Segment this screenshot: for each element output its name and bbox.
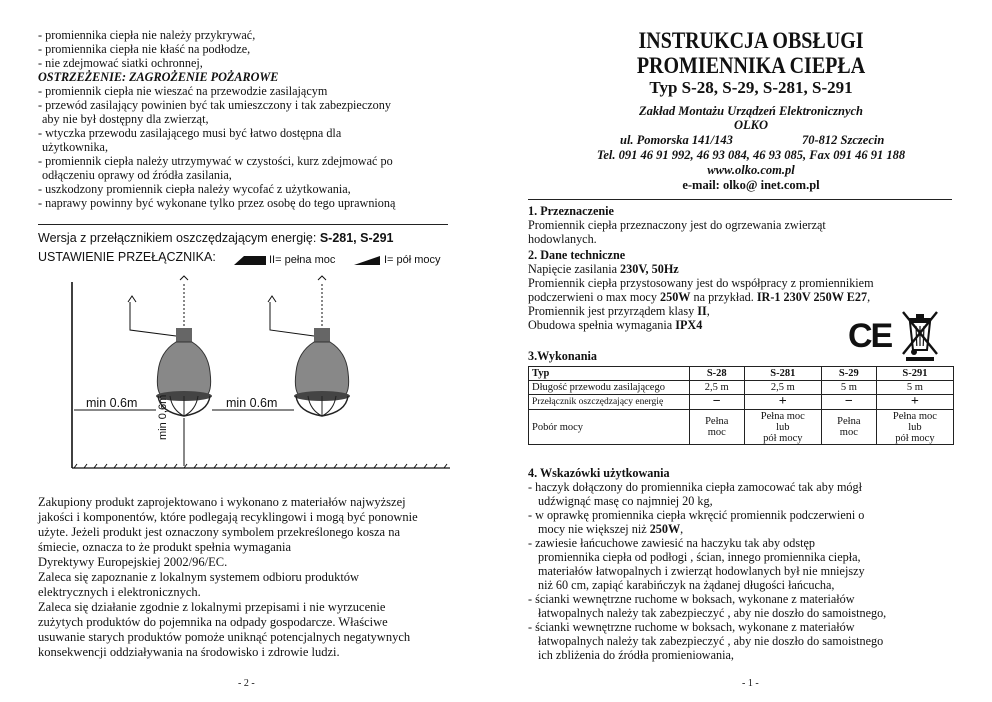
switch-half-power-icon (352, 252, 382, 266)
distance-label-between: min 0.6m (226, 396, 278, 410)
text-line: Promiennik ciepła przystosowany jest do współpracy z promiennikiem (528, 276, 874, 290)
mounting-diagram (60, 272, 460, 482)
text-line: Zakupiony produkt zaprojektowano i wykonano z materiałów najwyższej (38, 495, 406, 509)
table-header: S-29 (821, 367, 876, 381)
text-line: użytkownika, (42, 140, 109, 154)
table-header: S-28 (689, 367, 744, 381)
table-row (529, 395, 954, 410)
switch-half-power-text: I= pół mocy (384, 254, 441, 266)
text-line: użyte. Jeżeli produkt jest oznaczony symbolem przekreślonego kosza na (38, 525, 401, 539)
text-span: podczerwieni o max mocy (528, 290, 660, 304)
page-number-right: - 1 - (742, 678, 759, 689)
table-cell (689, 410, 744, 445)
text-line: promiennika ciepła od podłogi , ścian, innego promiennika ciepła, (538, 550, 861, 564)
text-span: mocy nie większej niż (538, 522, 650, 536)
cell-line: pół mocy (895, 432, 935, 444)
crossed-bin-icon (900, 308, 940, 362)
text-line: łatwopalnych należy tak zabezpieczyć , aby nie doszło do samoistnego, (538, 606, 887, 620)
text-line: - promiennika ciepła nie kłaść na podłodze, (38, 42, 251, 56)
text-line: - promiennika ciepła nie należy przykrywać, (38, 28, 256, 42)
cell-line: lub (776, 421, 790, 433)
bulb-model: IR-1 230V 250W E27 (756, 290, 868, 304)
section-heading: 4. Wskazówki użytkowania (528, 466, 670, 480)
text-line: - ścianki wewnętrzne ruchome w boksach, wykonane z materiałów (528, 620, 855, 634)
text-line: - nie zdejmować siatki ochronnej, (38, 56, 203, 70)
text-line: Dyrektywy Europejskiej 2002/96/EC. (38, 555, 228, 569)
address: ul. Pomorska 141/143 (620, 133, 733, 147)
section-3-heading: 3.Wykonania (528, 349, 597, 363)
section-heading: 2. Dane techniczne (528, 248, 626, 262)
text-line: hodowlanych. (528, 232, 597, 246)
floor-hatch (72, 464, 450, 468)
text-line: udźwignąć masę co najmniej 20 kg, (538, 494, 713, 508)
table-cell: Pobór mocy (529, 410, 690, 445)
text-span: , (680, 522, 684, 536)
table-cell (876, 410, 953, 445)
table-cell: + (744, 395, 821, 410)
text-span: , (706, 304, 710, 318)
cell-line: Pełna (705, 416, 729, 427)
cell-line: Pełna (837, 416, 861, 427)
table-header: S-281 (744, 367, 821, 381)
text-line: usuwanie starych produktów pomoże uniknąć potencjalnych negatywnych (38, 630, 411, 644)
text-line (528, 290, 870, 304)
text-line (528, 318, 702, 332)
text-line: ich zbliżenia do źródła promieniowania, (538, 648, 734, 662)
text-span: Promiennik jest przyrządem klasy (528, 304, 698, 318)
text-line: odłączeniu oprawy od źródła zasilania, (42, 168, 232, 182)
text-line: śmiecie, oznacza to że produkt spełnia wymagania (38, 540, 292, 554)
distance-label-wall: min 0.6m (86, 396, 138, 410)
table-row (529, 381, 954, 395)
text-line: Zaleca się zapoznanie z lokalnym systemem odbioru produktów (38, 570, 360, 584)
email: e-mail: olko@ inet.com.pl (682, 178, 820, 192)
text-line: elektrycznych i elektronicznych. (38, 585, 201, 599)
text-line: Promiennik ciepła przeznaczony jest do ogrzewania zwierząt (528, 218, 826, 232)
title-line-1: INSTRUKCJA OBSŁUGI (638, 28, 864, 54)
table-header: Typ (529, 367, 690, 381)
text-line (528, 262, 679, 276)
cell-line: pół mocy (763, 432, 803, 444)
title-line-2: PROMIENNIKA CIEPŁA (636, 53, 866, 79)
switch-full-power-text: II= pełna moc (269, 254, 336, 266)
cell-line: Pełna moc (760, 410, 805, 422)
protection-class: II (697, 304, 707, 318)
text-line: materiałów łatwopalnych i zwierząt hodowlanych był nie mniejszy (538, 564, 865, 578)
text-line: - zawiesie łańcuchowe zawiesić na haczyku tak aby odstęp (528, 536, 815, 550)
text-line: - promiennik ciepła należy utrzymywać w czystości, kurz zdejmować po (38, 154, 393, 168)
switch-full-power-icon (232, 252, 268, 266)
cell-line: lub (908, 421, 922, 433)
cell-line: moc (839, 427, 858, 438)
table-row (529, 367, 954, 381)
ip-rating: IPX4 (675, 318, 703, 332)
text-line: - uszkodzony promiennik ciepła należy wycofać z użytkowania, (38, 182, 351, 196)
cell-line: Pełna moc (892, 410, 937, 422)
company-name: Zakład Montażu Urządzeń Elektronicznych (639, 104, 863, 118)
text-line: Zaleca się działanie zgodnie z lokalnymi przepisami i nie wyrzucenie (38, 600, 386, 614)
switch-version-prefix: Wersja z przełącznikiem oszczędzającym energię: (38, 231, 320, 245)
table-header: S-291 (876, 367, 953, 381)
heat-lamp-left (128, 276, 212, 416)
company-short: OLKO (733, 118, 769, 132)
voltage-value: 230V, 50Hz (620, 262, 679, 276)
text-line: - wtyczka przewodu zasilającego musi być łatwo dostępna dla (38, 126, 342, 140)
text-span: , (867, 290, 871, 304)
cell-line: moc (707, 427, 726, 438)
text-line: - naprawy powinny być wykonane tylko przez osobę do tego uprawnioną (38, 196, 396, 210)
text-line: - promiennik ciepła nie wieszać na przewodzie zasilającym (38, 84, 328, 98)
table-cell: − (821, 395, 876, 410)
title-line-3: Typ S-28, S-29, S-281, S-291 (649, 78, 853, 97)
voltage-label: Napięcie zasilania (528, 262, 621, 276)
text-span: na przykład. (690, 290, 757, 304)
divider (528, 199, 952, 200)
text-line (538, 522, 683, 536)
variants-table (528, 366, 954, 445)
text-line: - ścianki wewnętrzne ruchome w boksach, wykonane z materiałów (528, 592, 855, 606)
text-span: Obudowa spełnia wymagania (528, 318, 676, 332)
right-page (496, 0, 992, 702)
postal-city: 70-812 Szczecin (802, 133, 885, 147)
table-row (529, 410, 954, 445)
text-line: zużytych produktów do pojemnika na odpady gospodarcze. Właściwe (38, 615, 388, 629)
switch-setting-line (38, 250, 216, 264)
text-line: niż 60 cm, zapiąć karabińczyk na żądanej długości łańcucha, (538, 578, 835, 592)
divider (38, 224, 448, 225)
table-cell: + (876, 395, 953, 410)
text-line (528, 304, 710, 318)
section-heading: 1. Przeznaczenie (528, 204, 614, 218)
distance-label-floor: min 0,6m (157, 394, 169, 440)
max-power: 250W (660, 290, 691, 304)
table-cell: 2,5 m (744, 381, 821, 395)
phones: Tel. 091 46 91 992, 46 93 084, 46 93 085, Fax 091 46 91 188 (596, 148, 906, 162)
switch-version-line (38, 231, 394, 245)
text-line: konsekwencji oddziaływania na środowisko i zdrowie ludzi. (38, 645, 340, 659)
text-line: jakości i komponentów, które podlegają recyklingowi i mogą być ponownie (38, 510, 418, 524)
switch-setting-label: USTAWIENIE PRZEŁĄCZNIKA: (38, 250, 216, 264)
table-cell: Przełącznik oszczędzający energię (529, 395, 690, 410)
table-cell: − (689, 395, 744, 410)
page-number-left: - 2 - (238, 678, 255, 689)
max-power: 250W (649, 522, 681, 536)
ce-mark-icon: CE (848, 317, 892, 355)
table-cell: 5 m (821, 381, 876, 395)
switch-version-models: S-281, S-291 (319, 231, 394, 245)
table-cell: Długość przewodu zasilającego (529, 381, 690, 395)
table-cell (821, 410, 876, 445)
text-line: łatwopalnych należy tak zabezpieczyć , aby nie doszło do samoistnego (538, 634, 884, 648)
heat-lamp-right (268, 276, 350, 416)
table-cell (744, 410, 821, 445)
text-line: - przewód zasilający powinien być tak umieszczony i tak zabezpieczony (38, 98, 391, 112)
table-cell: 2,5 m (689, 381, 744, 395)
fire-warning-heading: OSTRZEŻENIE: ZAGROŻENIE POŻAROWE (38, 70, 279, 84)
text-line: aby nie był dostępny dla zwierząt, (42, 112, 209, 126)
text-line: - w oprawkę promiennika ciepła wkręcić promiennik podczerwieni o (528, 508, 865, 522)
text-line: - haczyk dołączony do promiennika ciepła zamocować tak aby mógł (528, 480, 863, 494)
table-cell: 5 m (876, 381, 953, 395)
website: www.olko.com.pl (707, 163, 795, 177)
